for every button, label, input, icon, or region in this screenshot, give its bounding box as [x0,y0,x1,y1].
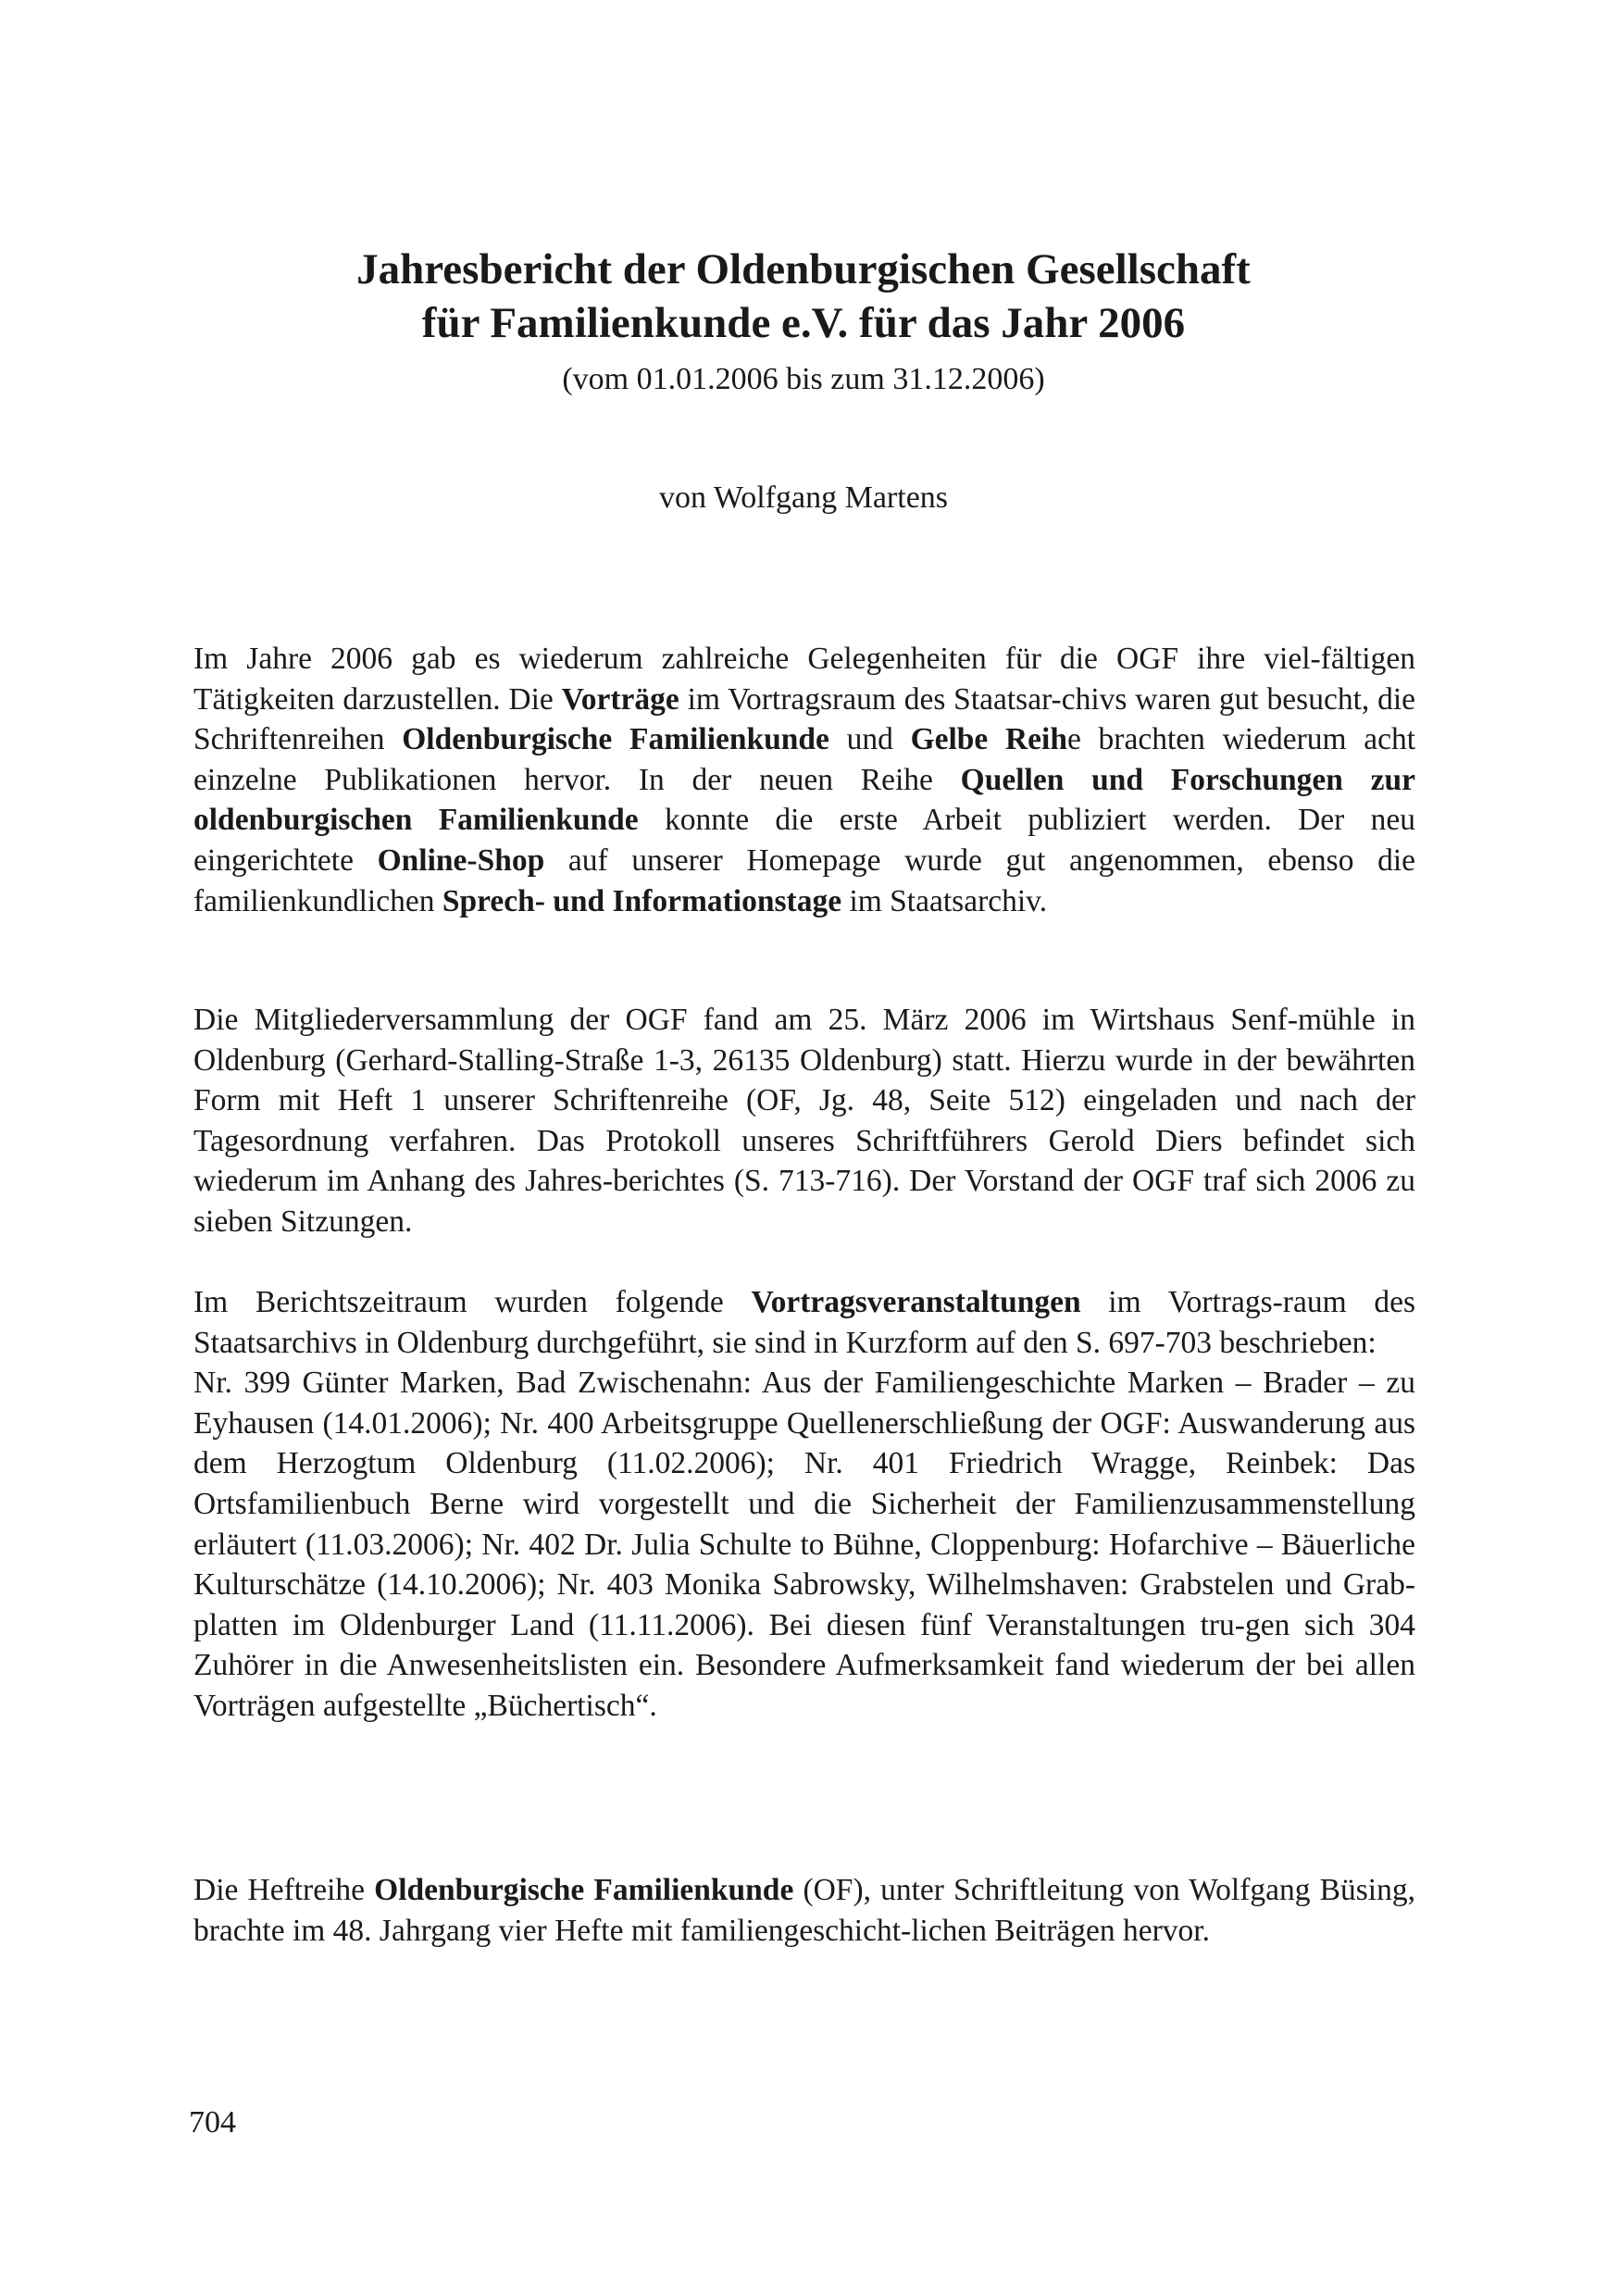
bold-gelbe-reihe: Gelbe Reih [910,722,1067,757]
bold-oldenburgische-familienkunde: Oldenburgische Familienkunde [374,1873,794,1907]
text-run: Im Jahre 2006 gab es wiederum zahlreiche Gelegenheiten für die OGF ihre viel-fältigen Tätigkeiten darzustellen. Die [193,642,1415,717]
text-run: (OF), unter Schriftleitung von Wolfgang Büsing, brachte im 48. Jahrgang vier Hefte mit familiengeschicht-lichen Beiträgen hervor. [193,1873,1415,1948]
text-run: im Staatsarchiv. [841,883,1048,918]
text-run: Im Berichtszeitraum wurden folgende [193,1285,752,1319]
text-run: im Vortragsraum des Staatsar-chivs waren gut besucht, die Schriftenreihen [193,681,1415,757]
paragraph-mitgliederversammlung: Die Mitgliederversammlung der OGF fand am 25. März 2006 im Wirtshaus Senf-mühle in Oldenburg (Gerhard-Stalling-Straße 1-3, 26135 Oldenburg) statt. Hierzu wurde in der bewährten Form mit Heft 1 unserer Schriftenreihe (OF, Jg. 48, Seite 512) eingeladen und nach der Tagesordnung verfahren. Das Protokoll unseres Schriftführers Gerold Diers befindet sich wiederum im Anhang des Jahres-berichtes (S. 713-716). Der Vorstand der OGF traf sich 2006 zu sieben Sitzungen. [193,1003,1415,1239]
bold-vortraege: Vorträge [561,681,679,717]
text-run: auf unserer Homepage wurde gut angenommen, ebenso die familienkundlichen [193,842,1415,918]
text-run: konnte die erste Arbeit publiziert werden. Der neu eingerichtete [193,803,1415,878]
bold-oldenburgische-familienkunde: Oldenburgische Familienkunde [402,722,829,757]
text-run: und [828,722,911,757]
document-title [185,243,1422,350]
paragraph-overview [193,639,1415,921]
paragraph-vortragsveranstaltungen [193,1282,1415,1727]
bold-quellen-und-forschungen: Quellen und Forschungen zur oldenburgischen Familienkunde [193,762,1415,838]
text-run: e brachten wiederum acht einzelne Publikationen hervor. In der neuen Reihe [193,722,1416,797]
bold-online-shop: Online-Shop [377,842,545,878]
lecture-list: Nr. 399 Günter Marken, Bad Zwischenahn: Aus der Familiengeschichte Marken – Brader – zu Eyhausen (14.01.2006); Nr. 400 Arbeitsgruppe Quellenerschließung der OGF: Auswanderung aus dem Herzogtum Oldenburg (11.02.2006); Nr. 401 Friedrich Wragge, Reinbek: Das Ortsfamilienbuch Berne wird vorgestellt und die Sicherheit der Familienzusammenstellung erläutert (11.03.2006); Nr. 402 Dr. Julia Schulte to Bühne, Cloppenburg: Hofarchive – Bäuerliche Kulturschätze (14.10.2006); Nr. 403 Monika Sabrowsky, Wilhelmshaven: Grabstelen und Grab-platten im Oldenburger Land (11.11.2006). Bei diesen fünf Veranstaltungen tru-gen sich 304 Zuhörer in die Anwesenheitslisten ein. Besondere Aufmerksamkeit fand wiederum der bei allen Vorträgen aufgestellte „Büchertisch“. [193,1366,1415,1723]
bold-vortragsveranstaltungen: Vortragsveranstaltungen [751,1285,1081,1319]
bold-sprech-und-informationstage: Sprech- und Informationstage [442,883,842,918]
text-run: im Vortrags-raum des Staatsarchivs in Oldenburg durchgeführt, sie sind in Kurzform auf den S. 697-703 beschrieben: [193,1285,1415,1360]
page-number: 704 [189,2105,236,2140]
title-line-2: für Familienkunde e.V. für das Jahr 2006 [421,299,1186,347]
text-run: Die Heftreihe [193,1873,375,1907]
author-line: von Wolfgang Martens [658,480,949,515]
report-period: (vom 01.01.2006 bis zum 31.12.2006) [562,362,1045,396]
title-line-1: Jahresbericht der Oldenburgischen Gesellschaft [356,245,1251,293]
paragraph-heftreihe [193,1870,1415,1951]
